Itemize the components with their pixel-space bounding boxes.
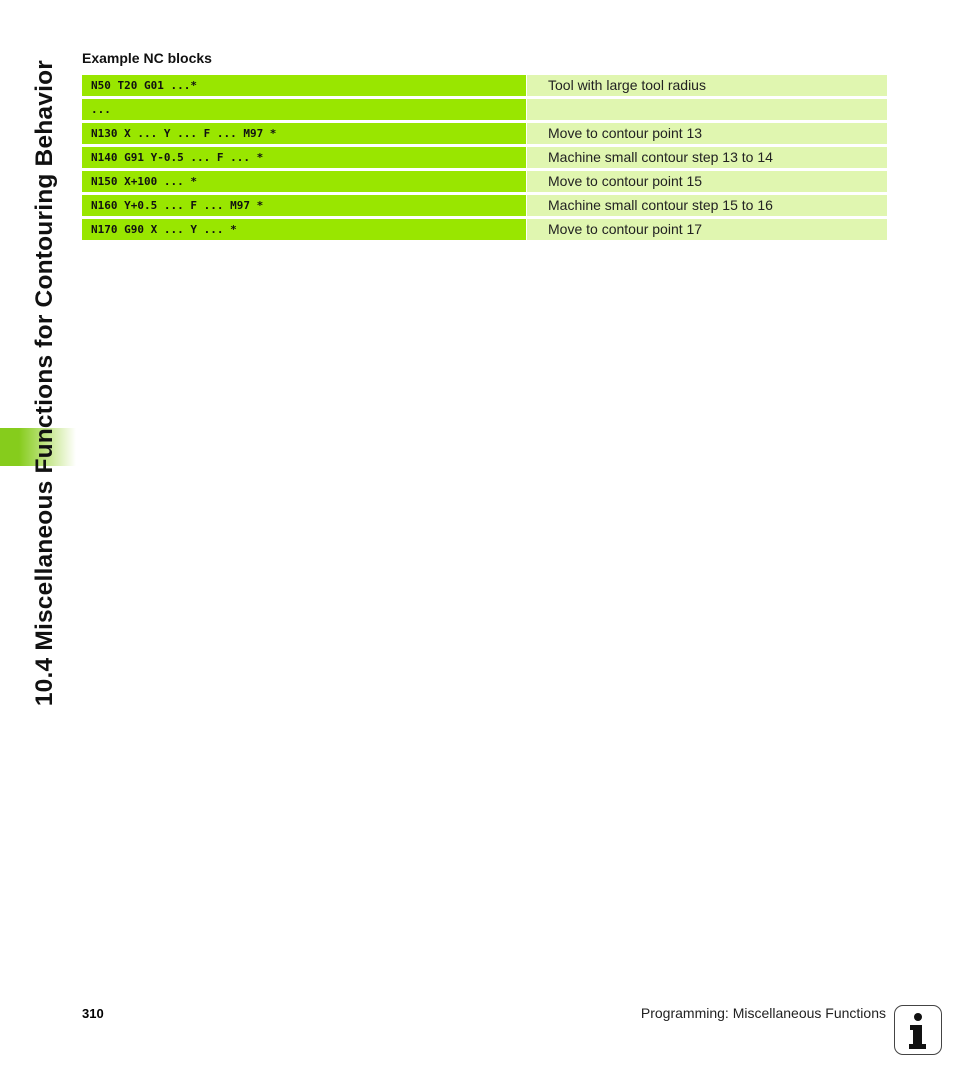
description-cell: Move to contour point 15 bbox=[527, 171, 887, 192]
nc-code-cell: ... bbox=[82, 99, 526, 120]
table-row bbox=[82, 219, 887, 240]
info-icon bbox=[894, 1005, 942, 1055]
table-row bbox=[82, 123, 887, 144]
table-row bbox=[82, 195, 887, 216]
nc-code-cell: N130 X ... Y ... F ... M97 * bbox=[82, 123, 526, 144]
table-row bbox=[82, 99, 887, 120]
description-cell: Tool with large tool radius bbox=[527, 75, 887, 96]
footer-chapter: Programming: Miscellaneous Functions bbox=[640, 1005, 886, 1021]
description-cell: Machine small contour step 15 to 16 bbox=[527, 195, 887, 216]
nc-code-cell: N150 X+100 ... * bbox=[82, 171, 526, 192]
nc-blocks-table bbox=[82, 75, 887, 243]
example-heading: Example NC blocks bbox=[82, 50, 212, 66]
nc-code-cell: N50 T20 G01 ...* bbox=[82, 75, 526, 96]
nc-code-cell: N140 G91 Y-0.5 ... F ... * bbox=[82, 147, 526, 168]
table-row bbox=[82, 147, 887, 168]
description-cell: Move to contour point 17 bbox=[527, 219, 887, 240]
section-title: 10.4 Miscellaneous Functions for Contouring Behavior bbox=[31, 59, 58, 707]
page-number: 310 bbox=[82, 1006, 104, 1021]
nc-code-cell: N170 G90 X ... Y ... * bbox=[82, 219, 526, 240]
description-cell bbox=[527, 99, 887, 120]
table-row bbox=[82, 75, 887, 96]
nc-code-cell: N160 Y+0.5 ... F ... M97 * bbox=[82, 195, 526, 216]
section-sidebar bbox=[22, 60, 68, 706]
table-row bbox=[82, 171, 887, 192]
description-cell: Move to contour point 13 bbox=[527, 123, 887, 144]
description-cell: Machine small contour step 13 to 14 bbox=[527, 147, 887, 168]
